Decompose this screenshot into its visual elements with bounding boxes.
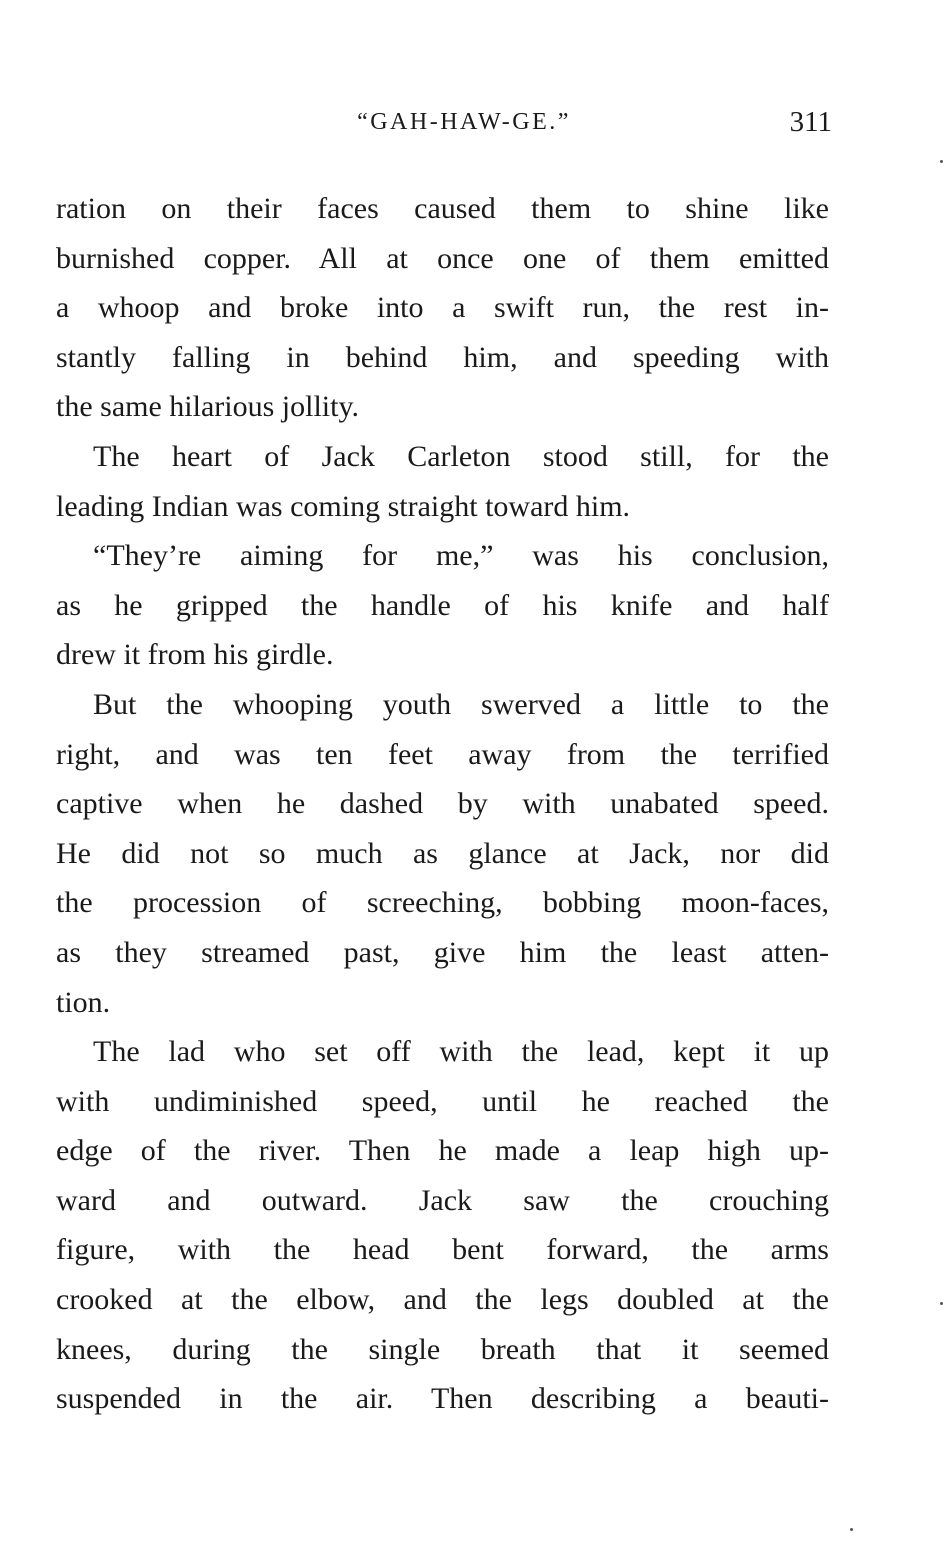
text-line: as he gripped the handle of his knife and half xyxy=(56,588,829,622)
text-line: “They’re aiming for me,” was his conclusion, xyxy=(93,539,829,573)
text-line: drew it from his girdle. xyxy=(56,638,334,672)
running-head xyxy=(56,100,832,144)
text-line: suspended in the air. Then describing a beauti- xyxy=(56,1382,829,1416)
text-line: the same hilarious jollity. xyxy=(56,390,360,424)
page-number: 311 xyxy=(789,106,832,138)
text-line: right, and was ten feet away from the terrified xyxy=(56,737,829,771)
text-line: tion. xyxy=(56,985,111,1019)
text-line: as they streamed past, give him the least atten- xyxy=(56,935,829,969)
text-line: figure, with the head bent forward, the arms xyxy=(56,1233,829,1267)
text-line: captive when he dashed by with unabated speed. xyxy=(56,787,829,821)
text-line: a whoop and broke into a swift run, the rest in- xyxy=(56,291,829,325)
scan-speck xyxy=(940,1302,943,1305)
text-line: knees, during the single breath that it seemed xyxy=(56,1332,829,1366)
scan-speck xyxy=(850,1528,853,1531)
text-line: But the whooping youth swerved a little to the xyxy=(93,687,829,721)
text-line: the procession of screeching, bobbing moon-faces, xyxy=(56,886,829,920)
body-text xyxy=(56,184,829,1424)
text-line: crooked at the elbow, and the legs doubled at the xyxy=(56,1283,829,1317)
text-line: ration on their faces caused them to shine like xyxy=(56,192,829,225)
text-line: The heart of Jack Carleton stood still, for the xyxy=(93,439,829,473)
text-line: The lad who set off with the lead, kept it up xyxy=(93,1035,829,1069)
text-line: with undiminished speed, until he reached the xyxy=(56,1084,829,1118)
text-line: leading Indian was coming straight toward him. xyxy=(56,489,631,523)
text-line: ward and outward. Jack saw the crouching xyxy=(56,1183,829,1217)
running-title: “GAH-HAW-GE.” xyxy=(357,109,571,135)
scan-speck xyxy=(940,160,943,163)
text-line: burnished copper. All at once one of them emitted xyxy=(56,241,829,275)
text-line: edge of the river. Then he made a leap high up- xyxy=(56,1134,829,1168)
text-line: He did not so much as glance at Jack, nor did xyxy=(56,836,829,870)
text-line: stantly falling in behind him, and speeding with xyxy=(56,340,829,374)
